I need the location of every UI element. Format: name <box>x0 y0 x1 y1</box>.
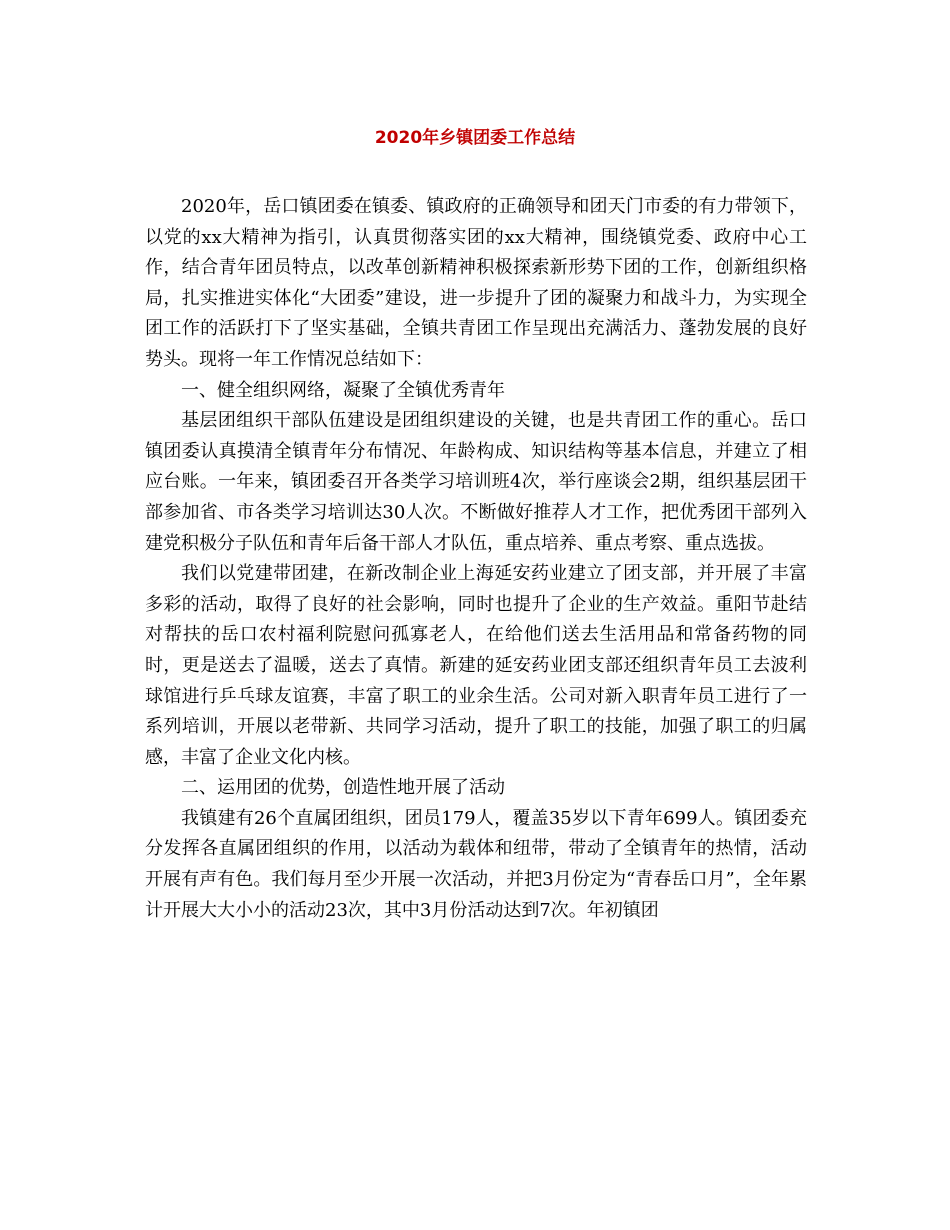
body-paragraph: 基层团组织干部队伍建设是团组织建设的关键，也是共青团工作的重心。岳口镇团委认真摸清全镇青年分布情况、年龄构成、知识结构等基本信息，并建立了相应台账。一年来，镇团委召开各类学习培训班4次，举行座谈会2期，组织基层团干部参加省、市各类学习培训达30人次。不断做好推荐人才工作，把优秀团干部列入建党积极分子队伍和青年后备干部人才队伍，重点培养、重点考察、重点选拔。 <box>145 410 807 554</box>
section-heading-2: 二、运用团的优势，创造性地开展了活动 <box>181 777 505 799</box>
document-title: 2020年乡镇团委工作总结 <box>374 128 576 148</box>
body-paragraph: 我镇建有26个直属团组织，团员179人，覆盖35岁以下青年699人。镇团委充分发挥各直属团组织的作用，以活动为载体和纽带，带动了全镇青年的热情，活动开展有声有色。我们每月至少开展一次活动，并把3月份定为“青春岳口月”，全年累计开展大大小小的活动23次，其中3月份活动达到7次。年初镇团 <box>145 807 807 921</box>
document-body <box>145 192 807 926</box>
intro-paragraph: 2020年，岳口镇团委在镇委、镇政府的正确领导和团天门市委的有力带领下，以党的xx大精神为指引，认真贯彻落实团的xx大精神，围绕镇党委、政府中心工作，结合青年团员特点，以改革创新精神积极探索新形势下团的工作，创新组织格局，扎实推进实体化“大团委”建设，进一步提升了团的凝聚力和战斗力，为实现全团工作的活跃打下了坚实基础，全镇共青团工作呈现出充满活力、蓬勃发展的良好势头。现将一年工作情况总结如下： <box>145 196 807 370</box>
section-heading-1: 一、健全组织网络，凝聚了全镇优秀青年 <box>181 379 505 401</box>
body-paragraph: 我们以党建带团建，在新改制企业上海延安药业建立了团支部，并开展了丰富多彩的活动，取得了良好的社会影响，同时也提升了企业的生产效益。重阳节赴结对帮扶的岳口农村福利院慰问孤寡老人，在给他们送去生活用品和常备药物的同时，更是送去了温暖，送去了真情。新建的延安药业团支部还组织青年员工去波利球馆进行乒乓球友谊赛，丰富了职工的业余生活。公司对新入职青年员工进行了一系列培训，开展以老带新、共同学习活动，提升了职工的技能，加强了职工的归属感，丰富了企业文化内核。 <box>145 563 807 768</box>
